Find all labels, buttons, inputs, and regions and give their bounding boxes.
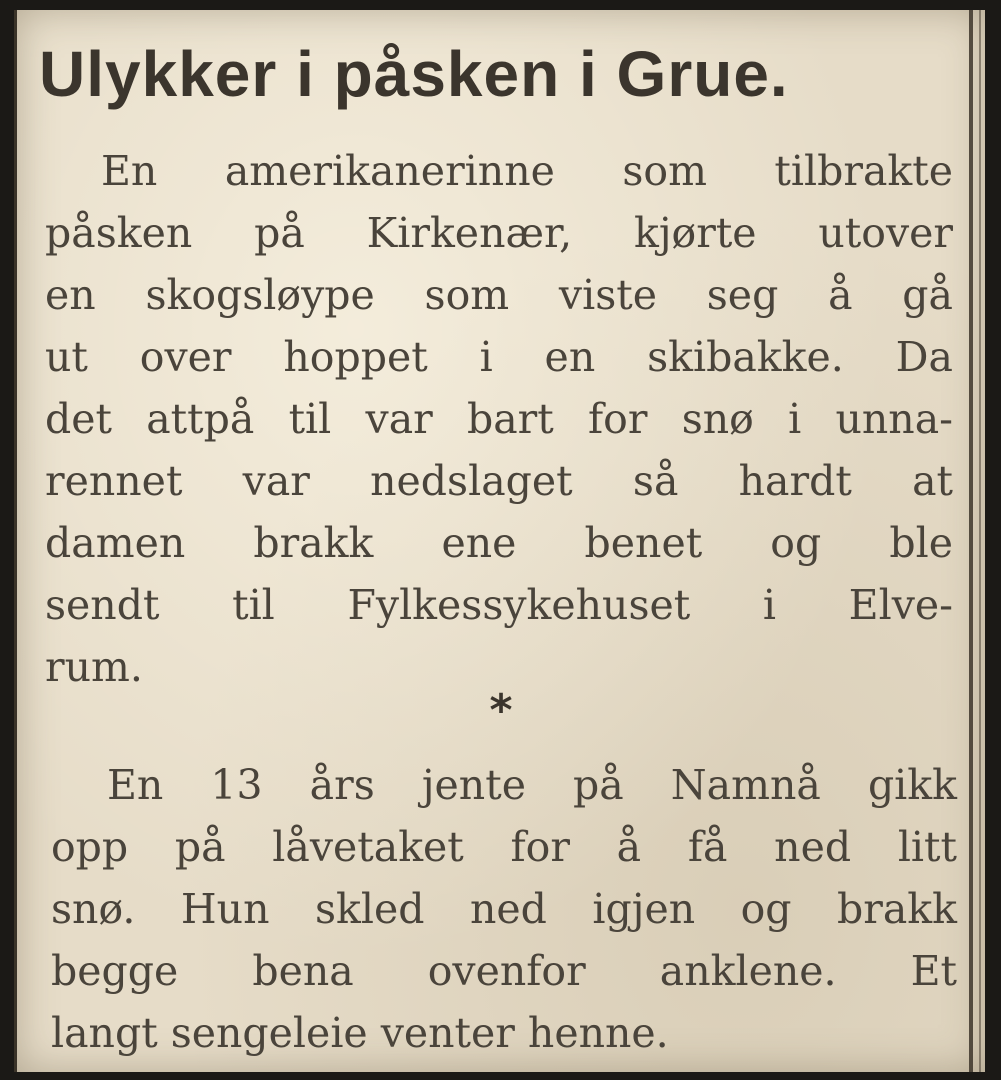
paragraph-line: rum.	[45, 643, 143, 691]
paragraph-line: En 13 års jente på Namnå gikk	[107, 761, 957, 809]
paragraph-line: det attpå til var bart for snø i unna-	[45, 395, 953, 443]
newspaper-clipping	[14, 10, 985, 1072]
paragraph-line: påsken på Kirkenær, kjørte utover	[45, 209, 953, 257]
paragraph-line: sendt til Fylkessykehuset i Elve-	[45, 581, 953, 629]
article-paragraph-1	[45, 140, 953, 698]
article-paragraph-2	[51, 754, 957, 1064]
paragraph-line: damen brakk ene benet og ble	[45, 519, 953, 567]
paragraph-line: En amerikanerinne som tilbrakte	[101, 147, 953, 195]
paragraph-line: rennet var nedslaget så hardt at	[45, 457, 953, 505]
paragraph-line: begge bena ovenfor anklene. Et	[51, 947, 957, 995]
column-rule	[969, 10, 973, 1072]
column-rule-thin	[979, 10, 981, 1072]
paragraph-line: opp på låvetaket for å få ned litt	[51, 823, 957, 871]
paragraph-line: ut over hoppet i en skibakke. Da	[45, 333, 953, 381]
paragraph-line: snø. Hun skled ned igjen og brakk	[51, 885, 957, 933]
article-headline: Ulykker i påsken i Grue.	[39, 38, 789, 110]
paragraph-line: langt sengeleie venter henne.	[51, 1009, 669, 1057]
paragraph-line: en skogsløype som viste seg å gå	[45, 271, 953, 319]
asterisk-separator: *	[489, 685, 513, 736]
